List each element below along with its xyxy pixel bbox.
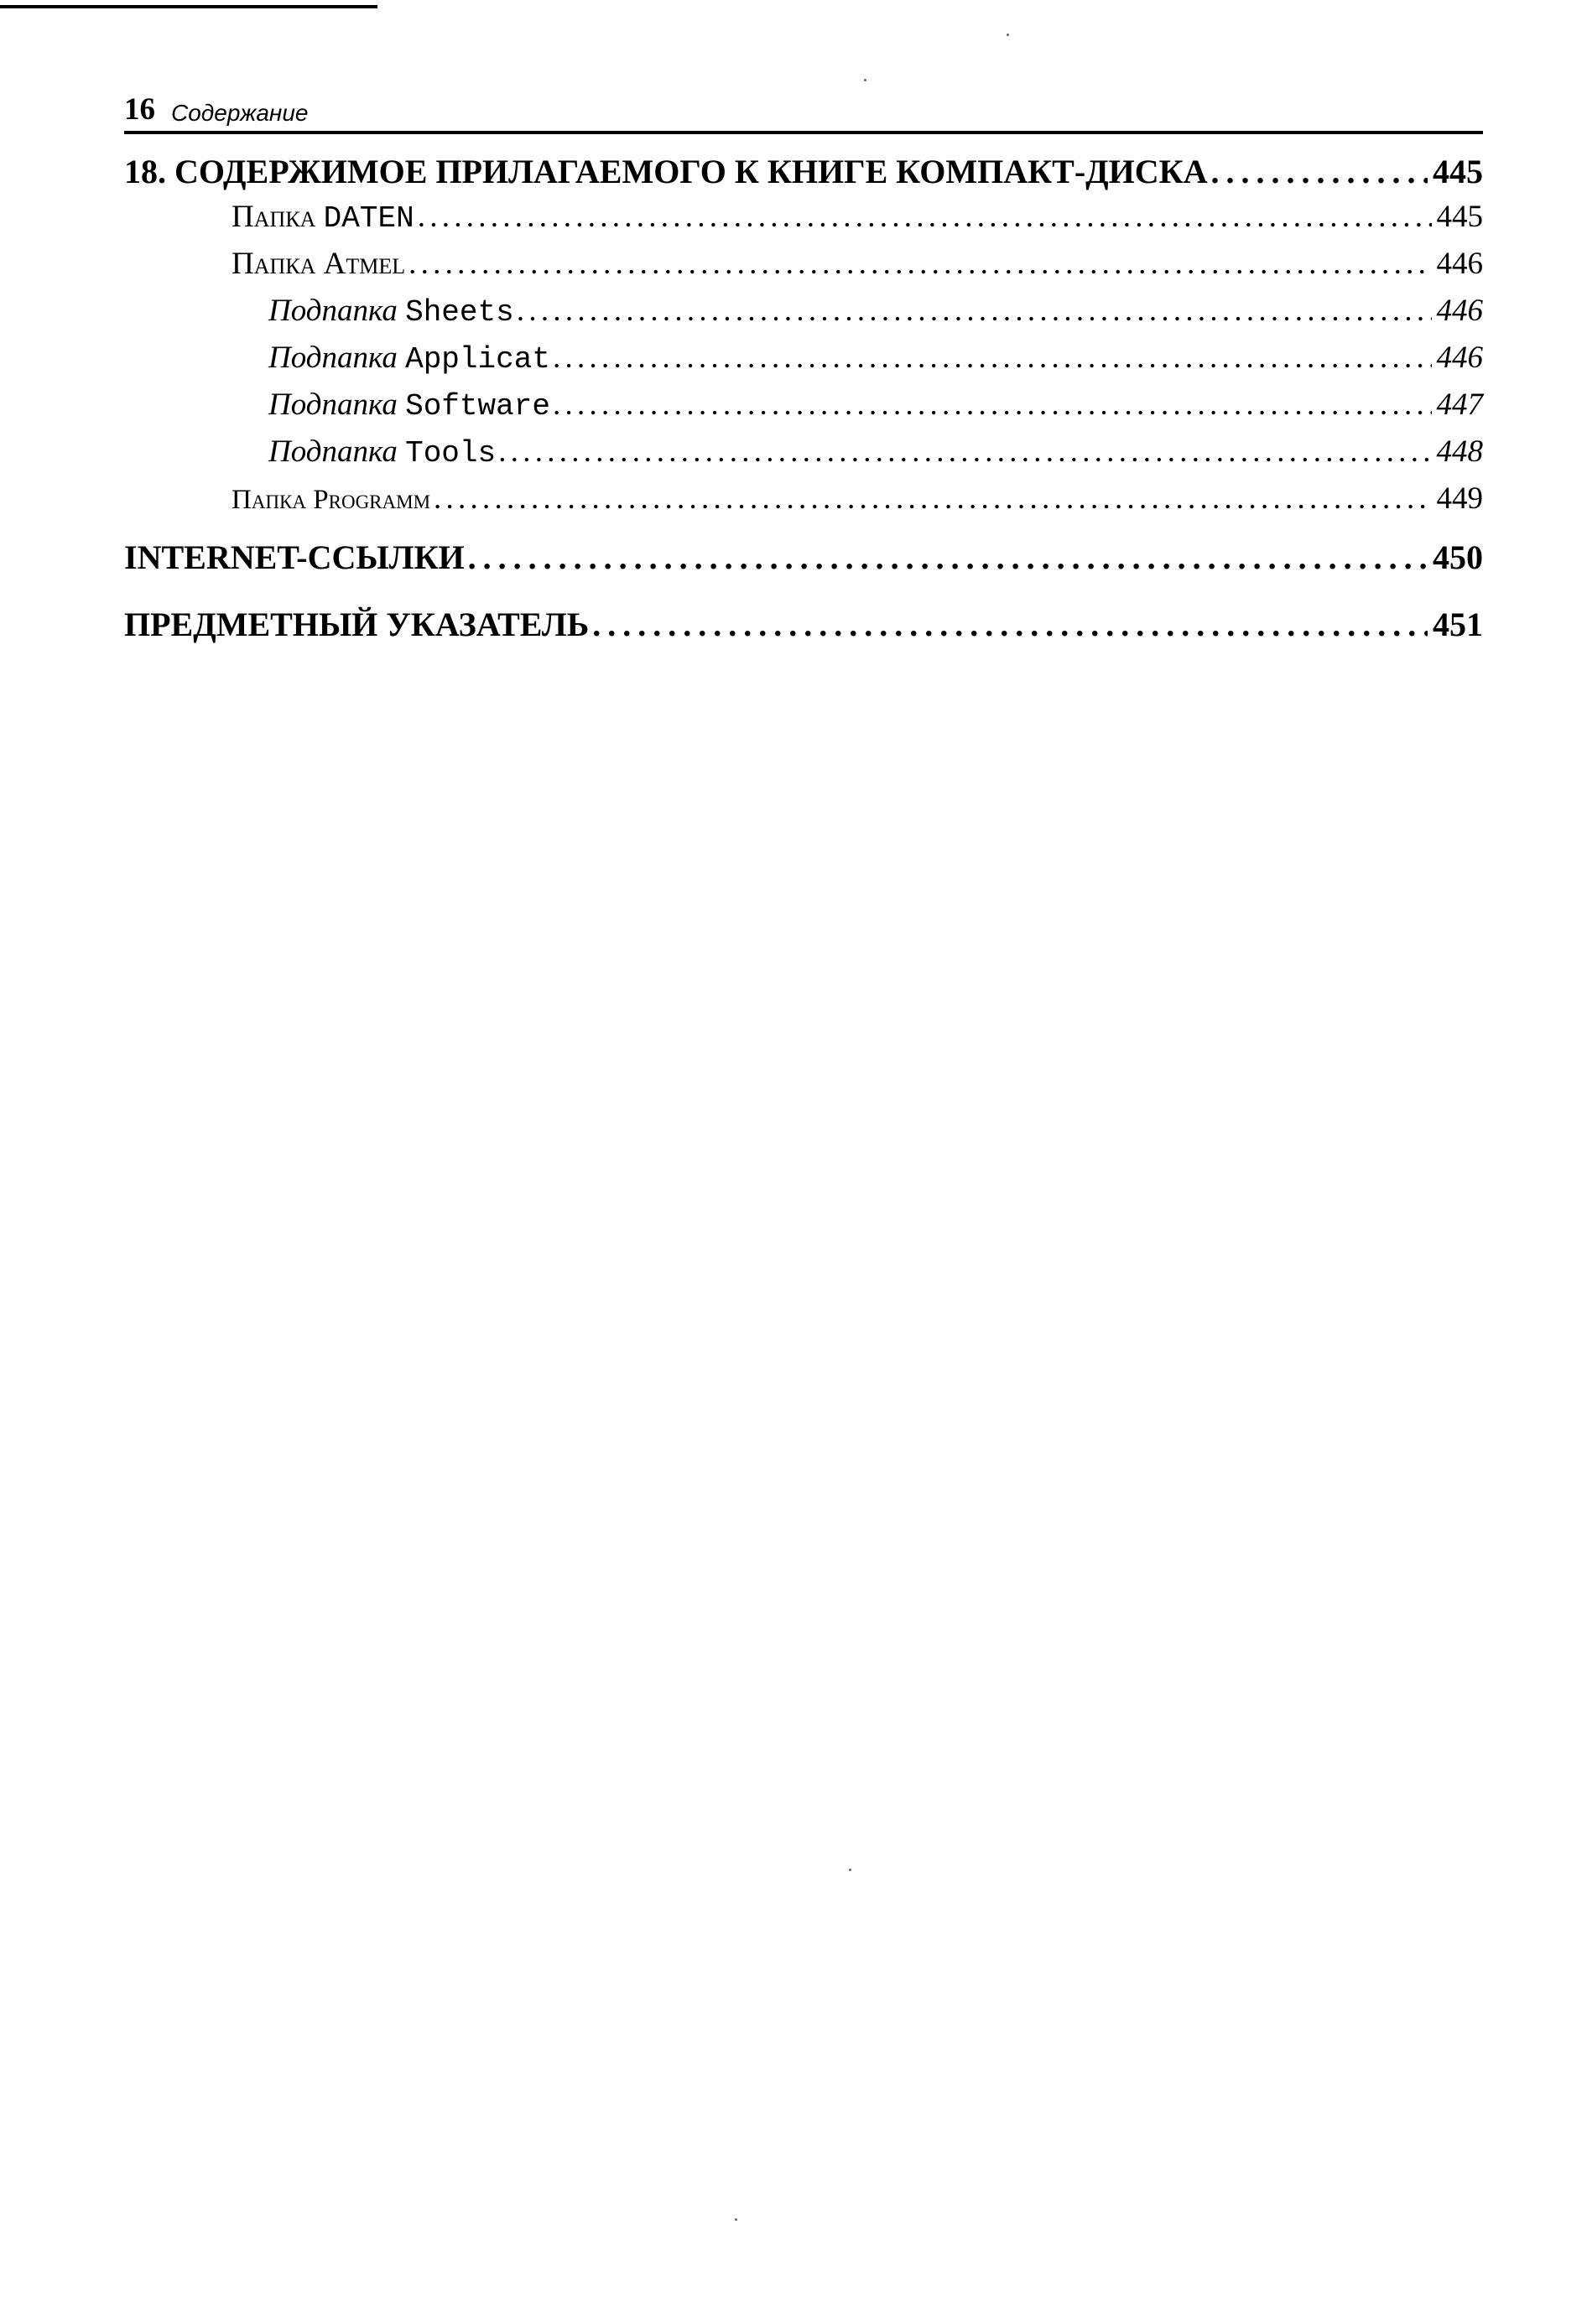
toc-entry-page: 447: [1436, 387, 1483, 422]
dot-leader: [418, 196, 1432, 238]
dot-leader: [518, 290, 1432, 332]
toc-entry-page: 446: [1436, 341, 1483, 375]
toc-entry-name: Sheets: [405, 295, 514, 330]
running-title: Содержание: [171, 100, 309, 126]
toc-subsection-software[interactable]: [124, 384, 1483, 428]
toc-entry-page: 445: [1433, 153, 1483, 190]
toc-section-atmel[interactable]: [124, 243, 1483, 285]
header-rule: [124, 131, 1483, 134]
toc-entry-name: Atmel: [323, 247, 406, 281]
page-header: [124, 89, 1483, 131]
toc-entry-name: Applicat: [405, 342, 550, 377]
scan-speck: [1007, 34, 1009, 36]
toc-subsection-applicat[interactable]: [124, 337, 1483, 381]
toc-entry-label: [268, 337, 550, 381]
toc-entry-page: 445: [1436, 200, 1483, 234]
toc-entry-name: DATEN: [323, 201, 414, 236]
dot-leader: [434, 478, 1431, 520]
toc-entry-page: 449: [1436, 481, 1483, 516]
toc-entry-prefix: Папка: [232, 247, 316, 281]
toc-entry-label: [268, 384, 550, 428]
scan-speck: [864, 79, 866, 81]
dot-leader: [554, 384, 1432, 426]
toc-subsection-tools[interactable]: [124, 431, 1483, 475]
dot-leader: [554, 337, 1432, 379]
toc-entry-name: Programm: [313, 485, 431, 515]
scan-speck: [849, 1869, 851, 1871]
toc-entry-prefix: Подпапка: [268, 387, 398, 422]
toc-entry-label: ПРЕДМЕТНЫЙ УКАЗАТЕЛЬ: [124, 606, 590, 643]
toc-entry-label: [232, 243, 405, 285]
scan-speck: [735, 2218, 737, 2221]
toc-entry-label: [268, 431, 496, 475]
toc-entry-prefix: Папка: [232, 200, 316, 234]
toc-entry-label: [268, 290, 514, 334]
toc-entry-label: [232, 196, 414, 240]
toc-chapter-index[interactable]: [124, 602, 1483, 647]
toc-entry-page: 448: [1436, 434, 1483, 469]
dot-leader: [408, 243, 1431, 285]
toc-chapter-18[interactable]: [124, 149, 1483, 195]
page-number: 16: [124, 92, 155, 127]
dot-leader: [592, 602, 1428, 647]
toc-entry-prefix: Подпапка: [268, 341, 398, 375]
toc-entry-prefix: Папка: [232, 485, 307, 515]
dot-leader: [468, 535, 1428, 580]
toc-entry-label: 18. СОДЕРЖИМОЕ ПРИЛАГАЕМОГО К КНИГЕ КОМПАКТ-ДИСКА: [124, 153, 1208, 190]
toc-entry-name: Software: [405, 389, 550, 424]
toc-chapter-internet[interactable]: [124, 535, 1483, 580]
top-edge-rule: [0, 5, 377, 8]
toc-entry-page: 451: [1433, 606, 1483, 643]
toc-entry-page: 446: [1436, 247, 1483, 281]
toc-entry-name: Tools: [405, 436, 497, 471]
dot-leader: [1211, 149, 1428, 195]
toc-entry-prefix: Подпапка: [268, 434, 398, 469]
toc-entry-prefix: Подпапка: [268, 294, 398, 328]
toc-entry-label: INTERNET-ССЫЛКИ: [124, 538, 465, 576]
toc-subsection-sheets[interactable]: [124, 290, 1483, 334]
dot-leader: [499, 431, 1431, 473]
toc-entry-page: 450: [1433, 538, 1483, 576]
toc-entry-page: 446: [1436, 294, 1483, 328]
toc-section-programm[interactable]: [124, 478, 1483, 521]
toc-section-daten[interactable]: [124, 196, 1483, 240]
toc-entry-label: [232, 479, 430, 521]
